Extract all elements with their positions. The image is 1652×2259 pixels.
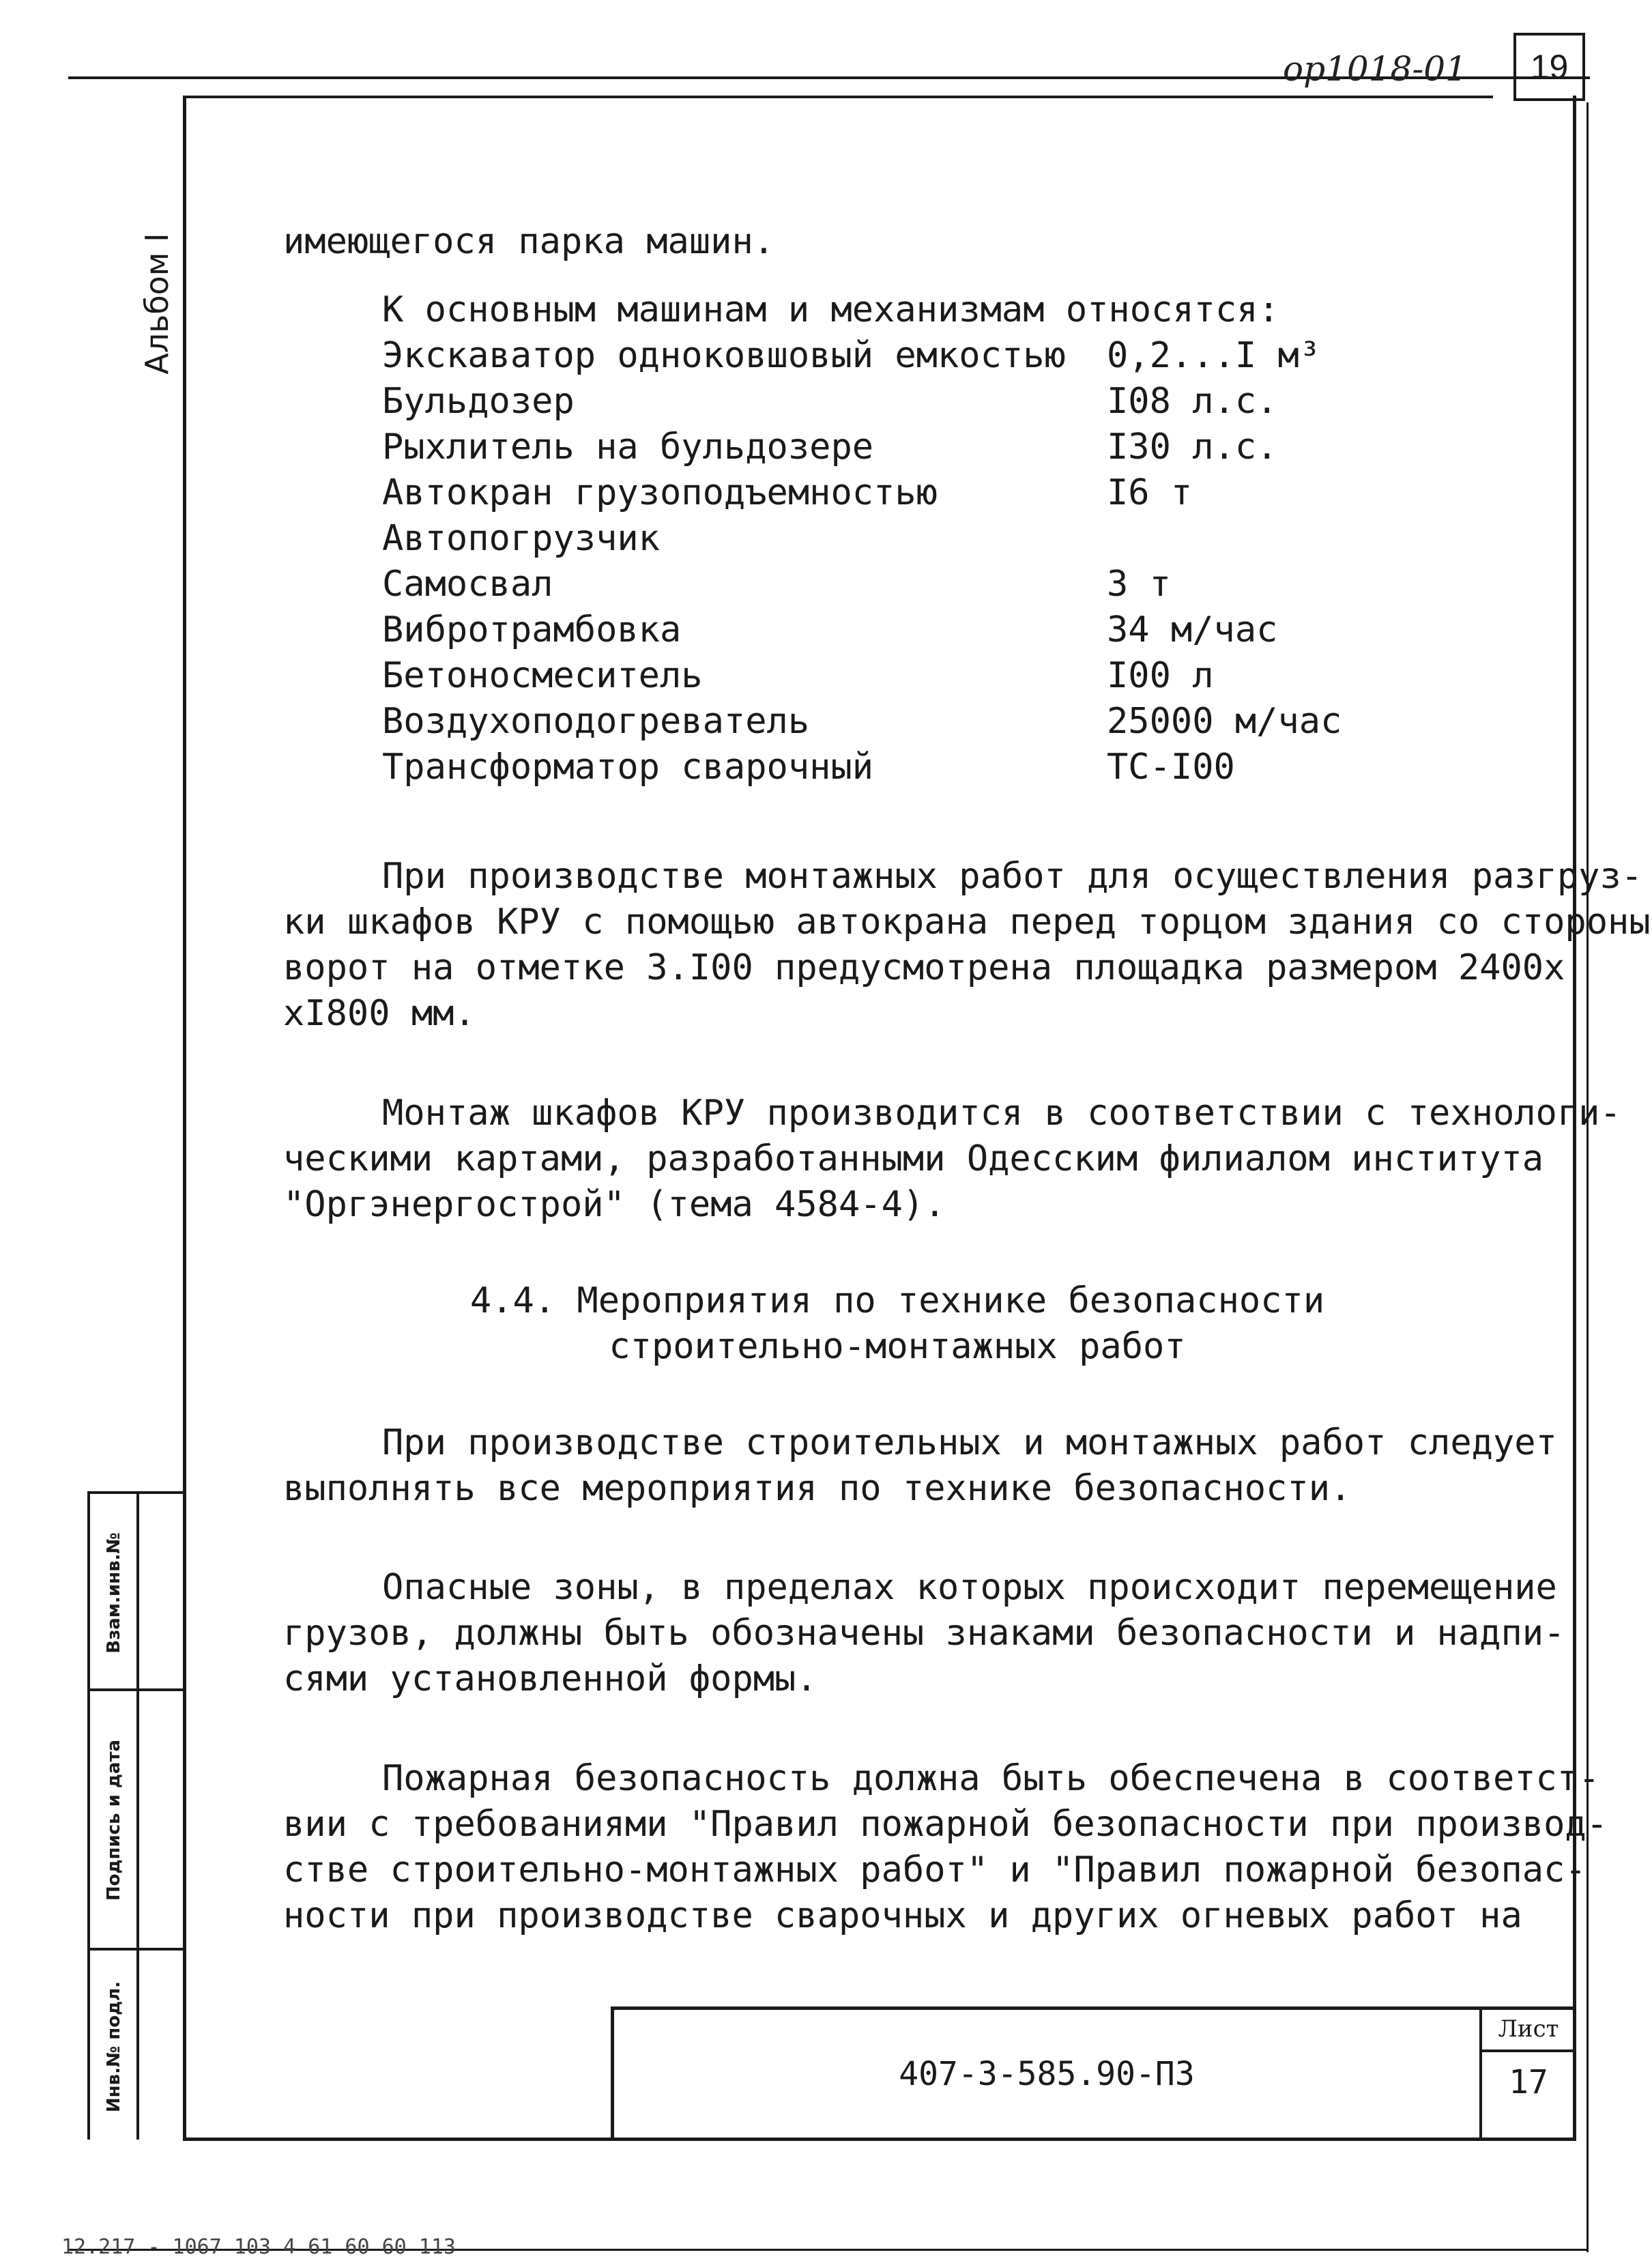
sheet-cell — [1479, 2010, 1575, 2140]
para2-line: Монтаж шкафов КРУ производится в соответствии с технологи- — [382, 1093, 1621, 1134]
machine-name: Экскаватор одноковшовый емкостью — [382, 335, 1066, 376]
machine-name: Бульдозер — [382, 381, 575, 422]
sheet-number: 17 — [1509, 2063, 1548, 2101]
stamp-column — [87, 1491, 186, 2140]
sheet-label: Лист — [1498, 2015, 1559, 2043]
para1-line: ворот на отметке 3.I00 предусмотрена площадка размером 2400х — [283, 947, 1565, 988]
album-label: Альбом I — [139, 233, 175, 375]
machine-value: I00 л — [1107, 655, 1214, 696]
para3-line: При производстве строительных и монтажных работ следует — [382, 1422, 1557, 1463]
print-note: 12.217 - 1067 103 4 61 60 60 113 — [61, 2235, 456, 2259]
machine-value: 34 м/час — [1107, 609, 1278, 650]
machine-value: 0,2...I м³ — [1107, 335, 1321, 376]
handwritten-code: ор1018-01 — [1283, 49, 1467, 89]
machine-value: 3 т — [1107, 564, 1171, 605]
machines-intro: К основным машинам и механизмам относятся: — [382, 289, 1279, 330]
para4-line: грузов, должны быть обозначены знаками безопасности и надпи- — [283, 1613, 1565, 1654]
machine-name: Автокран грузоподъемностью — [382, 472, 938, 513]
title-block — [611, 2006, 1575, 2140]
para4-line: сями установленной формы. — [283, 1658, 817, 1699]
para1-line: хI800 мм. — [283, 993, 476, 1034]
para5-line: стве строительно-монтажных работ" и "Правил пожарной безопас- — [283, 1850, 1586, 1890]
stamp-signature-date: Подпись и дата — [104, 1739, 124, 1901]
stamp-divider-vertical — [136, 1494, 139, 2140]
machine-name: Бетоносмеситель — [382, 655, 703, 696]
para5-line: вии с требованиями "Правил пожарной безопасности при производ- — [283, 1804, 1608, 1845]
page-number: 19 — [1530, 48, 1569, 86]
stamp-divider-2 — [90, 1948, 186, 1951]
section-heading-line: 4.4. Мероприятия по технике безопасности — [469, 1280, 1325, 1321]
machine-name: Трансформатор сварочный — [382, 747, 874, 788]
document-code: 407-3-585.90-ПЗ — [899, 2055, 1195, 2093]
para1-line: При производстве монтажных работ для осуществления разгруз- — [382, 856, 1643, 897]
sheet-divider — [1482, 2049, 1575, 2052]
para2-line: ческими картами, разработанными Одесским филиалом института — [283, 1138, 1544, 1179]
para1-line: ки шкафов КРУ с помощью автокрана перед торцом здания со стороны — [283, 902, 1651, 943]
machine-name: Самосвал — [382, 564, 553, 605]
para5-line: ности при производстве сварочных и других огневых работ на — [283, 1895, 1522, 1936]
stamp-divider-1 — [90, 1688, 186, 1691]
machine-name: Рыхлитель на бульдозере — [382, 427, 874, 467]
stamp-original-inv: Инв.№ подл. — [104, 1981, 124, 2113]
machine-name: Вибротрамбовка — [382, 609, 682, 650]
para2-line: "Оргэнергострой" (тема 4584-4). — [283, 1184, 946, 1225]
para4-line: Опасные зоны, в пределах которых происходит перемещение — [382, 1567, 1557, 1608]
para5-line: Пожарная безопасность должна быть обеспечена в соответст- — [382, 1758, 1600, 1799]
section-heading-line: строительно-монтажных работ — [609, 1326, 1186, 1367]
machine-name: Воздухоподогреватель — [382, 701, 810, 742]
machine-value: ТС-I00 — [1107, 747, 1235, 788]
page-number-box — [1513, 33, 1585, 101]
machine-value: I6 т — [1107, 472, 1193, 513]
outer-right-line — [1586, 102, 1589, 2252]
para3-line: выполнять все мероприятия по технике безопасности. — [283, 1468, 1352, 1509]
machine-value: I30 л.с. — [1107, 427, 1278, 467]
machine-value: 25000 м/час — [1107, 701, 1342, 742]
frame-top-inner-line — [183, 96, 1493, 98]
machine-value: I08 л.с. — [1107, 381, 1278, 422]
stamp-replaced-inv: Взам.инв.№ — [104, 1532, 124, 1654]
text-line-first: имеющегося парка машин. — [283, 221, 775, 262]
machine-name: Автопогрузчик — [382, 518, 660, 559]
